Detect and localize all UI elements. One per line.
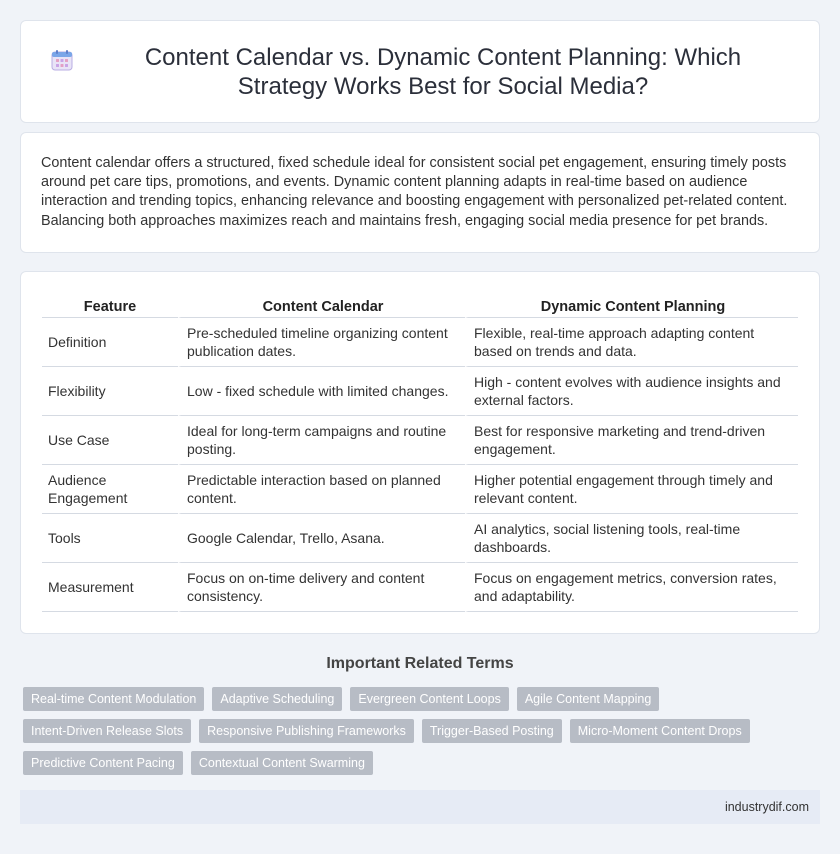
table-row xyxy=(42,514,798,563)
related-terms-tags xyxy=(23,687,803,775)
row-dynamic: Higher potential engagement through timely and relevant content. xyxy=(465,465,798,514)
row-calendar: Ideal for long-term campaigns and routine posting. xyxy=(178,416,465,465)
table-header-row xyxy=(42,296,798,318)
footer-site[interactable]: industrydif.com xyxy=(724,800,809,814)
table-row xyxy=(42,563,798,612)
title-card xyxy=(20,20,820,123)
tag-contextual-content-swarming[interactable]: Contextual Content Swarming xyxy=(191,751,373,775)
comparison-card xyxy=(20,271,820,634)
tag-real-time-content-modulation[interactable]: Real-time Content Modulation xyxy=(23,687,204,711)
intro-text: Content calendar offers a structured, fixed schedule ideal for consistent social pet engagement, ensuring timely posts around pet care tips, promotions, and events. Dynamic content planning adapts in real-time based on audience interaction and trending topics, enhancing relevance and boosting engagement with personalized pet-related content. Balancing both approaches maximizes reach and maintains fresh, engaging social media presence for pet brands. xyxy=(41,155,788,229)
table-row xyxy=(42,416,798,465)
related-terms-title: Important Related Terms xyxy=(326,655,514,672)
tag-intent-driven-release-slots[interactable]: Intent-Driven Release Slots xyxy=(23,719,191,743)
header-content-calendar: Content Calendar xyxy=(178,296,465,318)
calendar-icon xyxy=(51,49,73,71)
table-row xyxy=(42,465,798,514)
comparison-table xyxy=(42,296,798,612)
row-calendar: Pre-scheduled timeline organizing content publication dates. xyxy=(178,318,465,367)
tag-adaptive-scheduling[interactable]: Adaptive Scheduling xyxy=(212,687,342,711)
row-dynamic: Flexible, real-time approach adapting content based on trends and data. xyxy=(465,318,798,367)
tag-responsive-publishing-frameworks[interactable]: Responsive Publishing Frameworks xyxy=(199,719,414,743)
intro-card xyxy=(20,132,820,253)
footer xyxy=(20,790,820,824)
row-dynamic: High - content evolves with audience insights and external factors. xyxy=(465,367,798,416)
row-feature: Flexibility xyxy=(42,367,178,416)
header-dynamic-planning: Dynamic Content Planning xyxy=(465,296,798,318)
tag-trigger-based-posting[interactable]: Trigger-Based Posting xyxy=(422,719,562,743)
row-feature: Tools xyxy=(42,514,178,563)
row-calendar: Google Calendar, Trello, Asana. xyxy=(178,514,465,563)
row-calendar: Predictable interaction based on planned content. xyxy=(178,465,465,514)
row-calendar: Low - fixed schedule with limited changes. xyxy=(178,367,465,416)
tag-evergreen-content-loops[interactable]: Evergreen Content Loops xyxy=(350,687,508,711)
row-dynamic: Focus on engagement metrics, conversion rates, and adaptability. xyxy=(465,563,798,612)
row-dynamic: AI analytics, social listening tools, real-time dashboards. xyxy=(465,514,798,563)
row-calendar: Focus on on-time delivery and content consistency. xyxy=(178,563,465,612)
row-feature: Measurement xyxy=(42,563,178,612)
tag-agile-content-mapping[interactable]: Agile Content Mapping xyxy=(517,687,659,711)
header-feature: Feature xyxy=(42,296,178,318)
table-row xyxy=(42,318,798,367)
table-row xyxy=(42,367,798,416)
page-title: Content Calendar vs. Dynamic Content Planning: Which Strategy Works Best for Social Media? xyxy=(144,43,742,100)
row-feature: Use Case xyxy=(42,416,178,465)
row-feature: Definition xyxy=(42,318,178,367)
row-dynamic: Best for responsive marketing and trend-driven engagement. xyxy=(465,416,798,465)
title-wrap xyxy=(21,43,819,101)
row-feature: Audience Engagement xyxy=(42,465,178,514)
tag-predictive-content-pacing[interactable]: Predictive Content Pacing xyxy=(23,751,183,775)
tag-micro-moment-content-drops[interactable]: Micro-Moment Content Drops xyxy=(570,719,750,743)
